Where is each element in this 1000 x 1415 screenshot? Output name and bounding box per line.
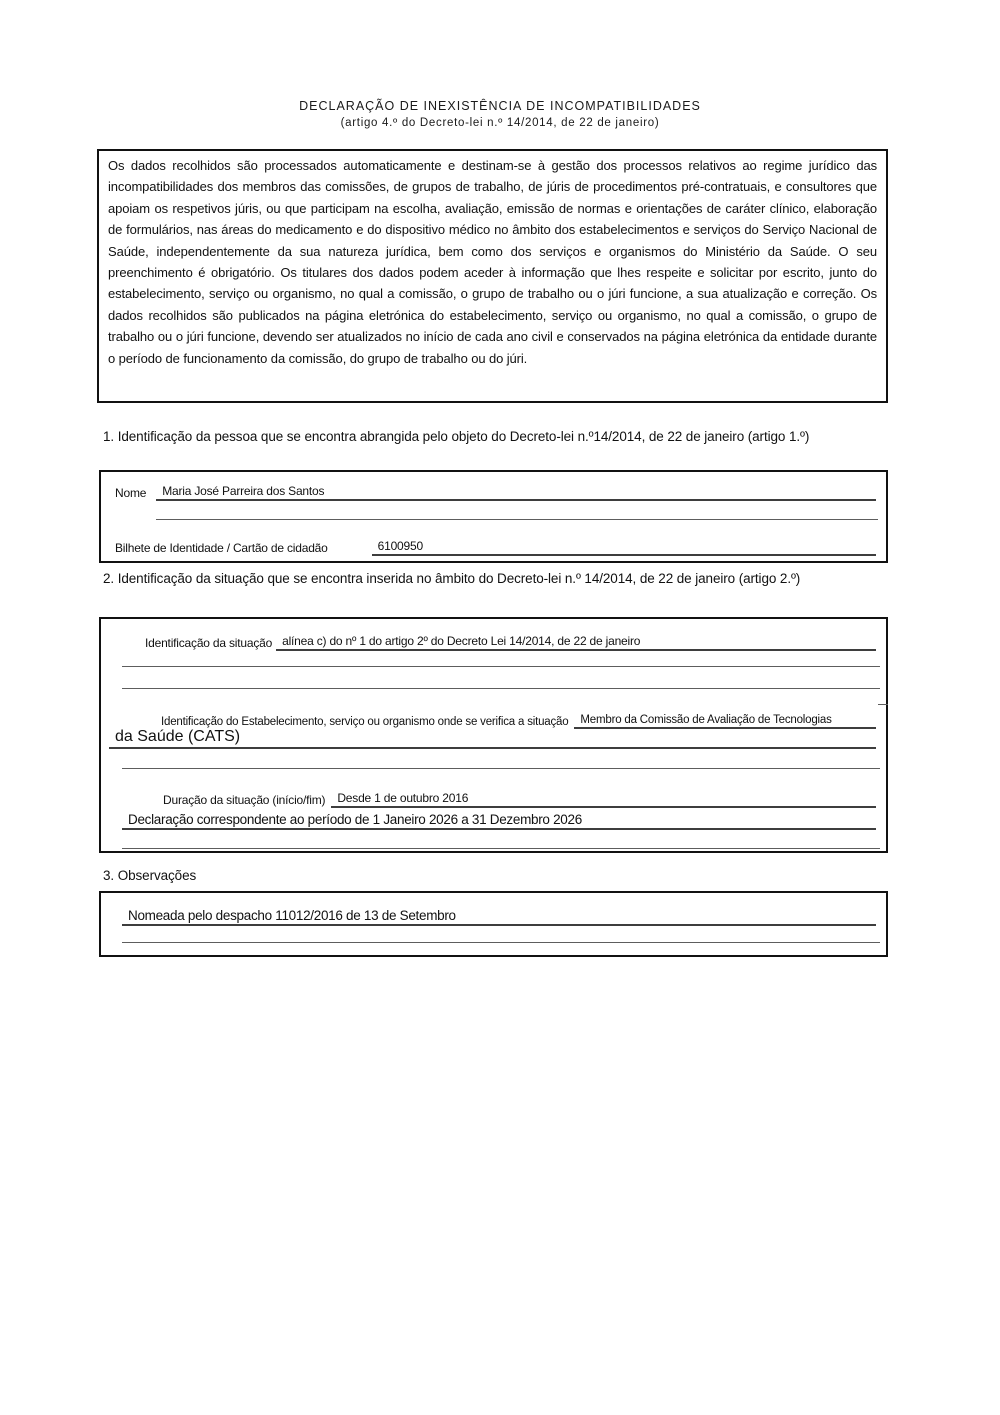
section2-situation-box [99,617,888,853]
id-card-value: 6100950 [372,539,876,556]
empty-field-line [122,759,880,769]
section2-heading: 2. Identificação da situação que se encontra inserida no âmbito do Decreto-lei n.º 14/2014, de 22 de janeiro (artigo 2.º) [103,571,801,586]
id-card-label: Bilhete de Identidade / Cartão de cidadão [115,541,328,555]
estabelecimento-label: Identificação do Estabelecimento, serviço ou organismo onde se verifica a situação [161,716,569,728]
id-card-field-row [115,534,876,556]
empty-field-line [156,510,878,520]
situacao-field-row [145,629,876,651]
section1-heading: 1. Identificação da pessoa que se encontra abrangida pelo objeto do Decreto-lei n.º14/2014, de 22 de janeiro (artigo 1.º) [103,429,810,444]
section1-identification-box [99,470,888,563]
document-title: DECLARAÇÃO DE INEXISTÊNCIA DE INCOMPATIBILIDADES [299,99,701,113]
document-subtitle: (artigo 4.º do Decreto-lei n.º 14/2014, de 22 de janeiro) [340,117,660,129]
duracao-value: Desde 1 de outubro 2016 [331,791,876,808]
nome-value: Maria José Parreira dos Santos [156,484,876,501]
estabelecimento-value-line2: da Saúde (CATS) [109,729,876,749]
estabelecimento-value-line1: Membro da Comissão de Avaliação de Tecnologias [574,714,876,729]
empty-field-line [122,839,880,849]
line-fragment [878,695,888,705]
estabelecimento-field-row [161,707,876,729]
empty-field-line [122,657,880,667]
duracao-label: Duração da situação (início/fim) [163,793,326,807]
duracao-field-row [163,787,876,808]
privacy-notice-text: Os dados recolhidos são processados automaticamente e destinam-se à gestão dos processos relativos ao regime jurídico das incompatibilidades dos membros das comissões, de grupos de trabalho, de júris de procedimentos pré-contratuais, e consultores que apoiam os respetivos júris, ou que participam na escolha, avaliação, emissão de normas e orientações de caráter clínico, elaboração de formulários, nas áreas do medicamento e do dispositivo médico no âmbito dos estabelecimentos e serviços do Serviço Nacional de Saúde, independentemente da sua natureza jurídica, bem como dos serviços e organismos do Ministério da Saúde. O seu preenchimento é obrigatório. Os titulares dos dados podem aceder à informação que lhes respeite e solicitar por escrito, junto do estabelecimento, serviço ou organismo, no qual a comissão, o grupo de trabalho ou o júri funcione, a sua atualização e correção. Os dados recolhidos são publicados na página eletrónica do estabelecimento, serviço ou organismo, no qual a comissão, o grupo de trabalho ou o júri funcione, devendo ser atualizados no início de cada ano civil e conservados na página eletrónica da entidade durante o período de funcionamento da comissão, do grupo de trabalho ou do júri. [108,158,877,366]
observacao-value-line: Nomeada pelo despacho 11012/2016 de 13 de Setembro [122,903,876,926]
nome-field-row [115,480,876,501]
empty-field-line [122,679,880,689]
empty-field-line [122,933,880,943]
periodo-declaration-line: Declaração correspondente ao período de 1 Janeiro 2026 a 31 Dezembro 2026 [122,809,876,830]
situacao-label: Identificação da situação [145,636,273,650]
situacao-value: alínea c) do nº 1 do artigo 2º do Decreto Lei 14/2014, de 22 de janeiro [276,634,876,651]
section3-heading: 3. Observações [103,868,197,883]
privacy-notice-box [97,149,888,403]
nome-label: Nome [115,486,147,500]
section3-observations-box [99,891,888,957]
